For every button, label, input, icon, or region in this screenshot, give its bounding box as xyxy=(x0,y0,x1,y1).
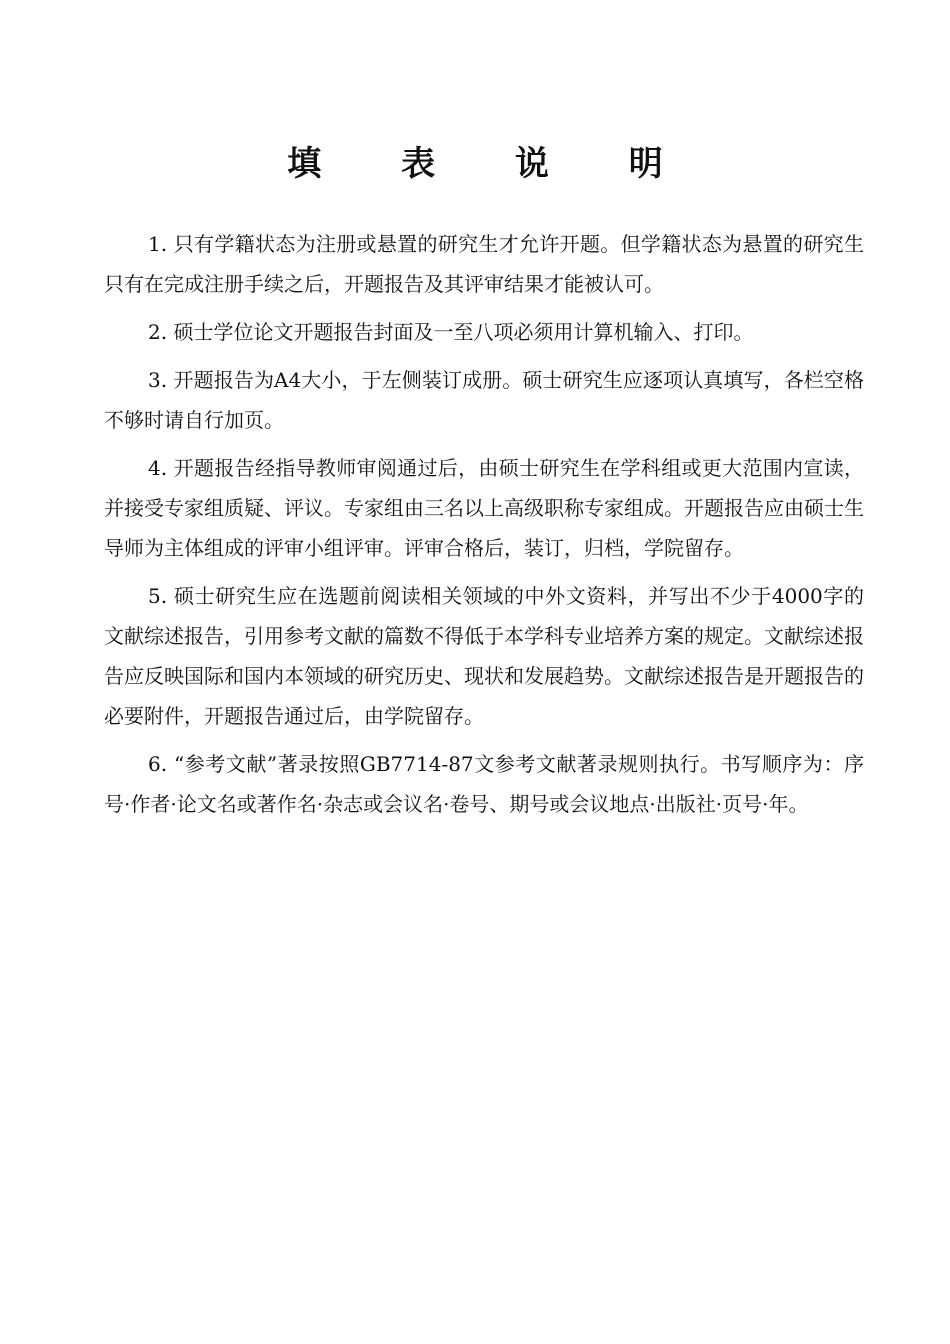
instruction-item-3: 3. 开题报告为A4大小，于左侧装订成册。硕士研究生应逐项认真填写，各栏空格不够时请自行加页。 xyxy=(104,368,864,432)
instruction-item-2: 2. 硕士学位论文开题报告封面及一至八项必须用计算机输入、打印。 xyxy=(148,320,754,344)
instruction-item-6: 6. “参考文献”著录按照GB7714-87文参考文献著录规则执行。书写顺序为：序号·作者·论文名或著作名·杂志或会议名·卷号、期号或会议地点·出版社·页号·年。 xyxy=(104,752,864,816)
page-title: 填 表 说 明 xyxy=(287,144,697,184)
instruction-item-5: 5. 硕士研究生应在选题前阅读相关领域的中外文资料，并写出不少于4000字的文献综述报告，引用参考文献的篇数不得低于本学科专业培养方案的规定。文献综述报告应反映国际和国内本领域的研究历史、现状和发展趋势。文献综述报告是开题报告的必要附件，开题报告通过后，由学院留存。 xyxy=(104,584,864,728)
instructions-body xyxy=(104,224,864,832)
instruction-item-4: 4. 开题报告经指导教师审阅通过后，由硕士研究生在学科组或更大范围内宣读，并接受专家组质疑、评议。专家组由三名以上高级职称专家组成。开题报告应由硕士生导师为主体组成的评审小组评审。评审合格后，装订，归档，学院留存。 xyxy=(104,456,864,560)
instruction-item-1: 1. 只有学籍状态为注册或悬置的研究生才允许开题。但学籍状态为悬置的研究生只有在完成注册手续之后，开题报告及其评审结果才能被认可。 xyxy=(104,232,864,296)
